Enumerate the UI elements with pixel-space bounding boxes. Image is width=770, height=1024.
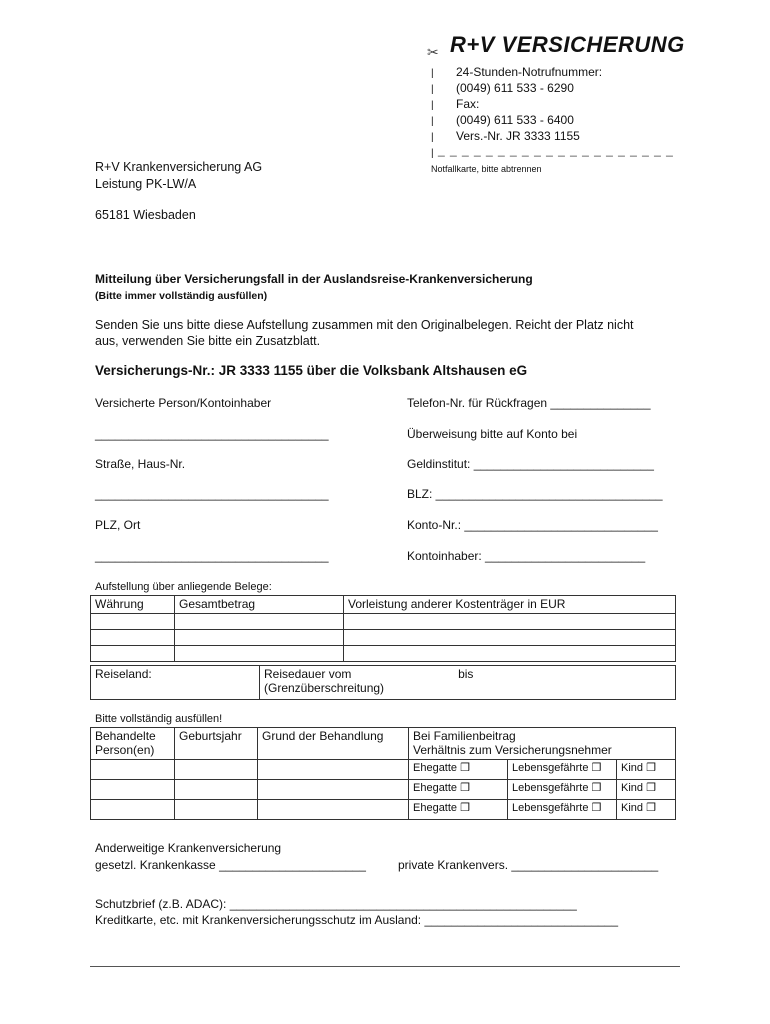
cut-marker: | | | | | | <box>431 68 434 159</box>
table-cell[interactable] <box>91 780 175 800</box>
transfer-label: Überweisung bitte auf Konto bei <box>407 427 578 441</box>
persons-caption: Bitte vollständig ausfüllen! <box>95 713 223 725</box>
brand-logo: R+V VERSICHERUNG <box>450 32 685 57</box>
street-field[interactable]: ___________________________________ <box>95 487 329 501</box>
insured-person-field[interactable]: ___________________________________ <box>95 427 329 441</box>
col-family-line-2: Verhältnis zum Versicherungsnehmer <box>413 743 612 757</box>
travel-table <box>90 665 676 700</box>
protection-letter-field[interactable]: Schutzbrief (z.B. ADAC): ____________________________________________________ <box>95 897 577 911</box>
table-cell[interactable] <box>175 780 258 800</box>
table-cell[interactable] <box>91 630 175 646</box>
travel-duration-field[interactable] <box>260 666 676 700</box>
address-line-2: Leistung PK-LW/A <box>95 177 197 191</box>
intro-text-1: Senden Sie uns bitte diese Aufstellung zusammen mit den Originalbelegen. Reicht der Platz nicht <box>95 318 634 332</box>
table-cell[interactable] <box>91 760 175 780</box>
intro-text-2: aus, verwenden Sie bitte ein Zusatzblatt. <box>95 334 321 348</box>
account-holder-field[interactable]: Kontoinhaber: ________________________ <box>407 549 646 563</box>
footer-divider <box>90 966 680 967</box>
account-number-field[interactable]: Konto-Nr.: _____________________________ <box>407 518 658 532</box>
table-cell[interactable] <box>175 760 258 780</box>
duration-to-label: bis <box>458 667 474 681</box>
col-birth-year: Geburtsjahr <box>175 728 258 760</box>
address-line-1: R+V Krankenversicherung AG <box>95 160 263 174</box>
insured-person-label: Versicherte Person/Kontoinhaber <box>95 396 272 410</box>
col-person: Behandelte Person(en) <box>91 728 175 760</box>
emergency-line: 24-Stunden-Notrufnummer: <box>456 65 603 79</box>
policy-number: Versicherungs-Nr.: JR 3333 1155 über die Volksbank Altshausen eG <box>95 363 528 378</box>
spouse-checkbox[interactable]: Ehegatte ❒ <box>409 780 508 800</box>
duration-note: (Grenzüberschreitung) <box>264 681 385 695</box>
credit-card-field[interactable]: Kreditkarte, etc. mit Krankenversicherungsschutz im Ausland: _____________________________ <box>95 913 619 927</box>
spouse-checkbox[interactable]: Ehegatte ❒ <box>409 800 508 820</box>
blz-field[interactable]: BLZ: __________________________________ <box>407 487 663 501</box>
cut-note: Notfallkarte, bitte abtrennen <box>431 164 542 174</box>
emergency-line: (0049) 611 533 - 6290 <box>456 81 574 95</box>
emergency-line: Fax: <box>456 97 480 111</box>
phone-field[interactable]: Telefon-Nr. für Rückfragen _______________ <box>407 396 651 410</box>
address-line-3: 65181 Wiesbaden <box>95 208 196 222</box>
other-insurance-heading: Anderweitige Krankenversicherung <box>95 841 282 855</box>
col-total: Gesamtbetrag <box>175 596 344 614</box>
cut-line: _ _ _ _ _ _ _ _ _ _ _ _ _ _ _ _ _ _ _ _ <box>438 143 674 157</box>
table-cell[interactable] <box>344 646 676 662</box>
emergency-line: (0049) 611 533 - 6400 <box>456 113 574 127</box>
table-cell[interactable] <box>91 614 175 630</box>
statutory-insurance-field[interactable]: gesetzl. Krankenkasse ______________________ <box>95 858 366 872</box>
partner-checkbox[interactable]: Lebensgefährte ❒ <box>508 780 617 800</box>
col-currency: Währung <box>91 596 175 614</box>
persons-table <box>90 727 676 820</box>
table-cell[interactable] <box>258 760 409 780</box>
child-checkbox[interactable]: Kind ❒ <box>617 800 676 820</box>
receipts-caption: Aufstellung über anliegende Belege: <box>95 581 272 593</box>
city-field[interactable]: ___________________________________ <box>95 549 329 563</box>
emergency-line: Vers.-Nr. JR 3333 1155 <box>456 129 580 143</box>
receipts-table <box>90 595 676 662</box>
col-other-payer: Vorleistung anderer Kostenträger in EUR <box>344 596 676 614</box>
table-cell[interactable] <box>175 646 344 662</box>
form-subtitle: (Bitte immer vollständig ausfüllen) <box>95 290 268 302</box>
city-label: PLZ, Ort <box>95 518 141 532</box>
private-insurance-field[interactable]: private Krankenvers. ______________________ <box>398 858 659 872</box>
table-cell[interactable] <box>175 800 258 820</box>
child-checkbox[interactable]: Kind ❒ <box>617 760 676 780</box>
table-cell[interactable] <box>258 780 409 800</box>
travel-country-field[interactable]: Reiseland: <box>91 666 260 700</box>
scissors-icon: ✂ <box>427 44 439 60</box>
duration-from-label: Reisedauer vom <box>264 667 352 681</box>
partner-checkbox[interactable]: Lebensgefährte ❒ <box>508 800 617 820</box>
col-reason: Grund der Behandlung <box>258 728 409 760</box>
spouse-checkbox[interactable]: Ehegatte ❒ <box>409 760 508 780</box>
bank-field[interactable]: Geldinstitut: ___________________________ <box>407 457 654 471</box>
col-family-line-1: Bei Familienbeitrag <box>413 729 516 743</box>
form-title: Mitteilung über Versicherungsfall in der Auslandsreise-Krankenversicherung <box>95 272 533 286</box>
table-cell[interactable] <box>91 646 175 662</box>
table-cell[interactable] <box>344 614 676 630</box>
col-family <box>409 728 676 760</box>
table-cell[interactable] <box>175 630 344 646</box>
partner-checkbox[interactable]: Lebensgefährte ❒ <box>508 760 617 780</box>
emergency-card <box>456 64 602 144</box>
table-cell[interactable] <box>91 800 175 820</box>
table-cell[interactable] <box>175 614 344 630</box>
table-cell[interactable] <box>344 630 676 646</box>
street-label: Straße, Haus-Nr. <box>95 457 186 471</box>
child-checkbox[interactable]: Kind ❒ <box>617 780 676 800</box>
table-cell[interactable] <box>258 800 409 820</box>
